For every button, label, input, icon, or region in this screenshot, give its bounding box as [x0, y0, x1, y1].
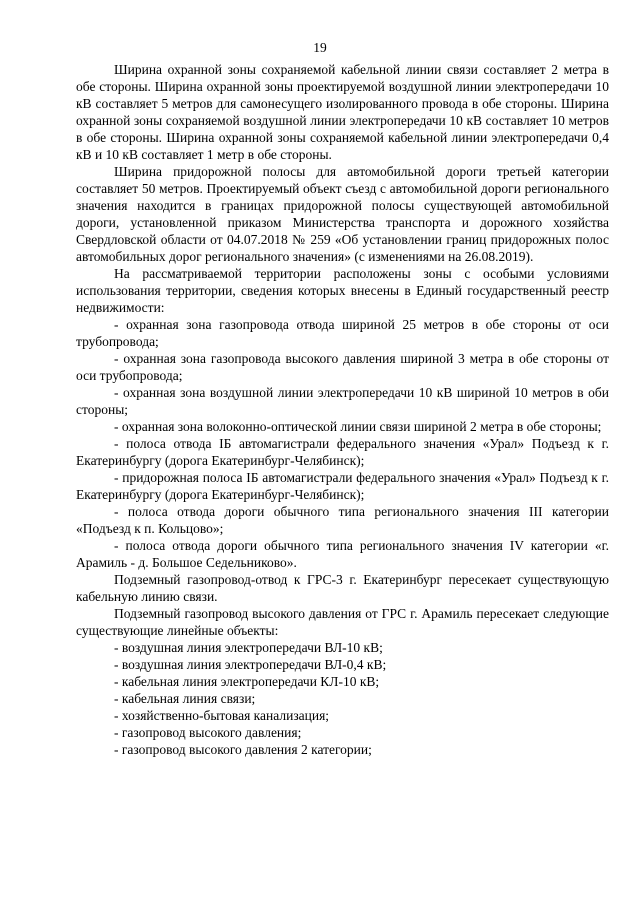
paragraph: Ширина охранной зоны сохраняемой кабельной линии связи составляет 2 метра в обе стороны. Ширина охранной зоны проектируемой воздушной линии электропередачи 10 кВ составляет 5 метров для самонесущего изолированного провода в обе стороны. Ширина охранной зоны сохраняемой воздушной линии электропередачи 10 кВ составляет 10 метров в обе стороны. Ширина охранной зоны сохраняемой кабельной линии электропередачи 0,4 кВ и 10 кВ составляет 1 метр в обе стороны.	[76, 62, 609, 162]
zone-item: - придорожная полоса IБ автомагистрали федерального значения «Урал» Подъезд к г. Екатеринбургу (дорога Екатеринбург-Челябинск);	[76, 470, 609, 502]
zone-item: - полоса отвода IБ автомагистрали федерального значения «Урал» Подъезд к г. Екатеринбургу (дорога Екатеринбург-Челябинск);	[76, 436, 609, 468]
zone-item: - охранная зона воздушной линии электропередачи 10 кВ шириной 10 метров в оби стороны;	[76, 385, 609, 417]
crossing-item: - воздушная линия электропередачи ВЛ-0,4 кВ;	[114, 657, 387, 672]
crossing-item: - газопровод высокого давления 2 категории;	[114, 742, 372, 757]
page-number: 19	[313, 40, 327, 55]
paragraph: Подземный газопровод-отвод к ГРС-3 г. Екатеринбург пересекает существующую кабельную линию связи.	[76, 572, 609, 604]
zone-item: - охранная зона газопровода высокого давления шириной 3 метра в обе стороны от оси трубопровода;	[76, 351, 609, 383]
crossing-item: - газопровод высокого давления;	[114, 725, 302, 740]
crossing-item: - кабельная линия электропередачи КЛ-10 кВ;	[114, 674, 380, 689]
paragraph: Ширина придорожной полосы для автомобильной дороги третьей категории составляет 50 метров. Проектируемый объект съезд с автомобильной дороги регионального значения находится в границах придорожной полосы существующей автомобильной дороги, установленной приказом Министерства транспорта и дорожного хозяйства Свердловской области от 04.07.2018 № 259 «Об установлении границ придорожных полос автомобильных дорог регионального значения» (с изменениями на 26.08.2019).	[76, 164, 609, 264]
document-body	[76, 61, 609, 758]
crossing-item: - воздушная линия электропередачи ВЛ-10 кВ;	[114, 640, 383, 655]
crossing-item: - кабельная линия связи;	[114, 691, 256, 706]
crossing-item: - хозяйственно-бытовая канализация;	[114, 708, 330, 723]
zone-item: - полоса отвода дороги обычного типа регионального значения III категории «Подъезд к п. Кольцово»;	[76, 504, 609, 536]
paragraph: Подземный газопровод высокого давления от ГРС г. Арамиль пересекает следующие существующие линейные объекты:	[76, 606, 609, 638]
zone-item: - полоса отвода дороги обычного типа регионального значения IV категории «г. Арамиль - д. Большое Седельниково».	[76, 538, 609, 570]
zone-item: - охранная зона газопровода отвода шириной 25 метров в обе стороны от оси трубопровода;	[76, 317, 609, 349]
paragraph: На рассматриваемой территории расположены зоны с особыми условиями использования территории, сведения которых внесены в Единый государственный реестр недвижимости:	[76, 266, 609, 315]
zone-item: - охранная зона волоконно-оптической линии связи шириной 2 метра в обе стороны;	[114, 419, 602, 434]
